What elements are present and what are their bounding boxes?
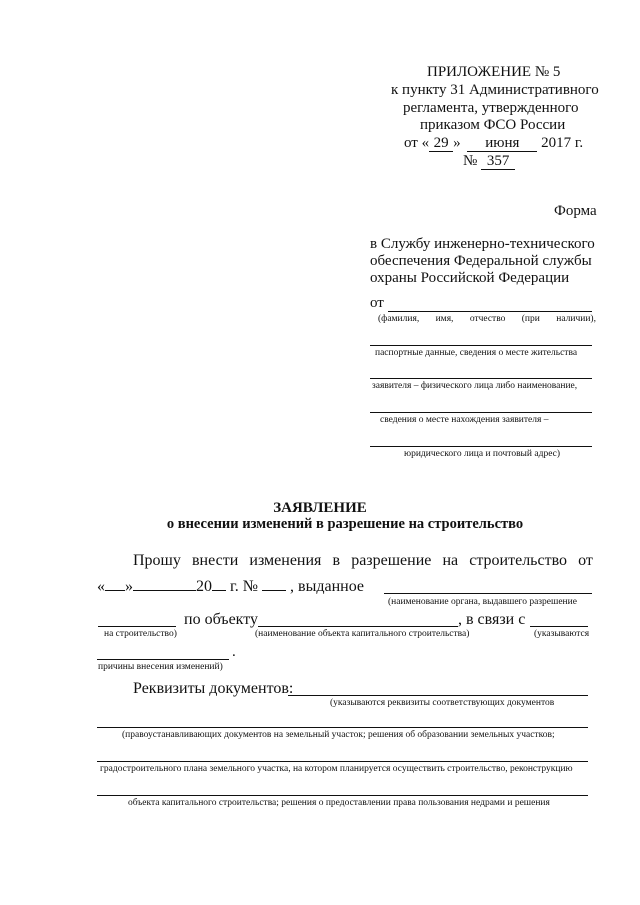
reason-line[interactable] bbox=[530, 626, 588, 627]
hint-indicated: (указываются bbox=[534, 629, 590, 639]
request-word: разрешение bbox=[351, 552, 432, 569]
applicant-hint-1 bbox=[378, 314, 596, 324]
applicant-hint-4: сведения о месте нахождения заявителя – bbox=[380, 415, 549, 425]
date-open: « bbox=[97, 578, 105, 595]
addressee-line-1: в Службу инженерно-технического bbox=[370, 236, 595, 252]
request-word: Прошу bbox=[133, 552, 181, 569]
requisites-line-1[interactable] bbox=[288, 695, 588, 696]
from-label: от bbox=[370, 295, 384, 311]
issued-label: , выданное bbox=[290, 578, 364, 595]
date-quote-close: » bbox=[453, 135, 461, 151]
hint-reasons: причины внесения изменений) bbox=[98, 662, 223, 672]
appendix-date bbox=[404, 135, 583, 152]
requisites-line-3[interactable] bbox=[97, 761, 588, 762]
hint-construction: на строительство) bbox=[104, 629, 177, 639]
applicant-line-1 bbox=[388, 311, 592, 312]
addressee-line-3: охраны Российской Федерации bbox=[370, 270, 570, 286]
date-close: » bbox=[125, 578, 133, 595]
permit-number-field[interactable] bbox=[262, 590, 286, 591]
request-word: в bbox=[332, 552, 341, 569]
permit-date-line bbox=[97, 578, 364, 596]
applicant-line-3 bbox=[370, 378, 592, 379]
number-prefix: № bbox=[463, 153, 478, 169]
applicant-line-4 bbox=[370, 412, 592, 413]
hint-word: (при bbox=[521, 314, 540, 324]
date-prefix: от « bbox=[404, 135, 430, 151]
document-title: ЗАЯВЛЕНИЕ bbox=[273, 500, 367, 516]
reason-continuation-line[interactable] bbox=[97, 659, 229, 660]
issuing-authority-line[interactable] bbox=[384, 593, 592, 594]
form-label: Форма bbox=[554, 203, 597, 219]
requisites-line-2[interactable] bbox=[97, 727, 588, 728]
request-word: строительство bbox=[469, 552, 568, 569]
appendix-line-4: приказом ФСО России bbox=[420, 117, 566, 133]
due-to-label: , в связи с bbox=[458, 611, 526, 628]
appendix-number bbox=[463, 153, 515, 170]
applicant-hint-2: паспортные данные, сведения о месте жительства bbox=[375, 348, 578, 358]
permit-year-field[interactable] bbox=[212, 590, 226, 591]
hint-requisites: (указываются реквизиты соответствующих документов bbox=[330, 698, 555, 708]
year-prefix: 20 bbox=[196, 578, 212, 595]
date-month: июня bbox=[467, 136, 537, 152]
hint-title-docs: (правоустанавливающих документов на земельный участок; решения об образовании земельных участков; bbox=[122, 730, 555, 740]
object-name-line[interactable] bbox=[258, 626, 458, 627]
number-value: 357 bbox=[481, 154, 515, 170]
appendix-line-2: к пункту 31 Административного bbox=[391, 82, 599, 98]
request-word: изменения bbox=[249, 552, 322, 569]
document-subtitle: о внесении изменений в разрешение на строительство bbox=[166, 516, 524, 532]
hint-word: наличии), bbox=[556, 314, 596, 324]
applicant-line-5 bbox=[370, 446, 592, 447]
requisites-line-4[interactable] bbox=[97, 795, 588, 796]
hint-object-capital: объекта капитального строительства; решения о предоставлении права пользования недрами и решения bbox=[128, 798, 550, 808]
period: . bbox=[232, 644, 236, 660]
authority-continuation-line[interactable] bbox=[98, 626, 176, 627]
appendix-title: ПРИЛОЖЕНИЕ № 5 bbox=[427, 64, 561, 80]
permit-month-field[interactable] bbox=[133, 590, 196, 591]
addressee-line-2: обеспечения Федеральной службы bbox=[370, 253, 592, 269]
appendix-line-3: регламента, утвержденного bbox=[403, 100, 579, 116]
applicant-line-2 bbox=[370, 345, 592, 346]
permit-day-field[interactable] bbox=[105, 590, 125, 591]
date-day: 29 bbox=[429, 136, 453, 152]
hint-word: имя, bbox=[435, 314, 454, 324]
request-word: внести bbox=[191, 552, 239, 569]
applicant-hint-5: юридического лица и почтовый адрес) bbox=[404, 449, 561, 459]
request-word: от bbox=[578, 552, 593, 569]
object-label: по объекту bbox=[184, 611, 259, 628]
requisites-label: Реквизиты документов: bbox=[133, 680, 294, 697]
hint-word: отчество bbox=[469, 314, 506, 324]
date-year: 2017 г. bbox=[541, 135, 584, 151]
hint-gradplan: градостроительного плана земельного участка, на котором планируется осуществить строительство, реконструкцию bbox=[100, 764, 573, 774]
year-suffix: г. № bbox=[230, 578, 259, 595]
hint-issuing-authority: (наименование органа, выдавшего разрешение bbox=[388, 597, 577, 607]
hint-object-name: (наименование объекта капитального строительства) bbox=[255, 629, 470, 639]
applicant-hint-3: заявителя – физического лица либо наименование, bbox=[372, 381, 578, 391]
request-line bbox=[133, 552, 593, 570]
request-word: на bbox=[442, 552, 459, 569]
hint-word: (фамилия, bbox=[378, 314, 420, 324]
